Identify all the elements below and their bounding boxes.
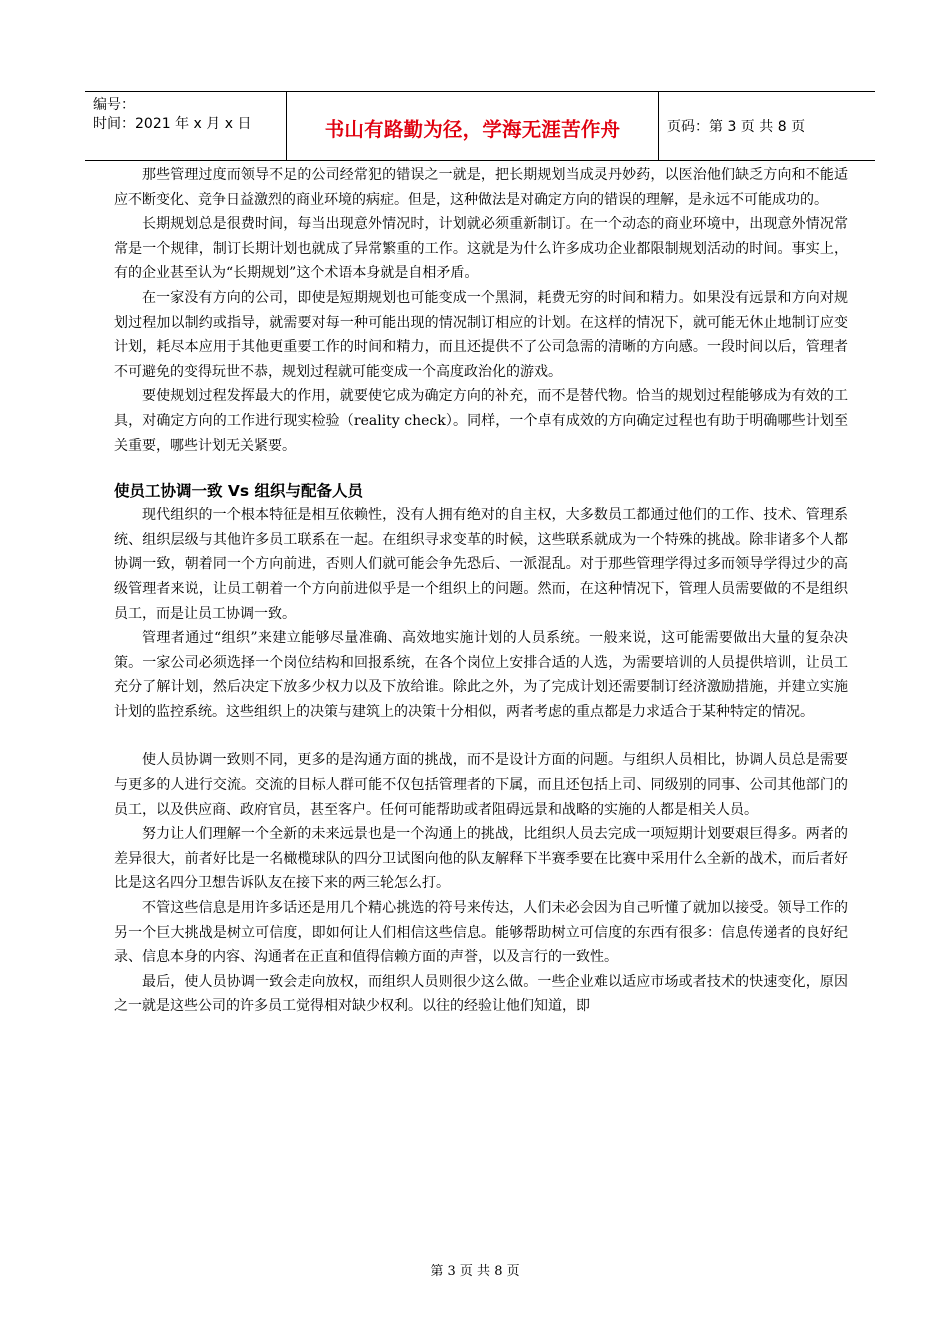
paragraph: 使人员协调一致则不同，更多的是沟通方面的挑战，而不是设计方面的问题。与组织人员相比，协调人员总是需要与更多的人进行交流。交流的目标人群可能不仅包括管理者的下属，而且还包括上司、同级别的同事、公司其他部门的员工，以及供应商、政府官员，甚至客户。任何可能帮助或者阻碍远景和战略的实施的人都是相关人员。 [114,752,848,818]
header-motto: 书山有路勤为径，学海无涯苦作舟 [287,92,659,160]
paragraph: 管理者通过“组织”来建立能够尽量准确、高效地实施计划的人员系统。一般来说，这可能需要做出大量的复杂决策。一家公司必须选择一个岗位结构和回报系统，在各个岗位上安排合适的人选，为需要培训的人员提供培训，让员工充分了解计划，然后决定下放多少权力以及下放给谁。除此之外，为了完成计划还需要制订经济激励措施，并建立实施计划的监控系统。这些组织上的决策与建筑上的决策十分相似，两者考虑的重点都是力求适合于某种特定的情况。 [114,630,848,720]
paragraph: 那些管理过度而领导不足的公司经常犯的错误之一就是，把长期规划当成灵丹妙药，以医治他们缺乏方向和不能适应不断变化、竞争日益激烈的商业环境的病症。但是，这种做法是对确定方向的错误的理解，是永远不可能成功的。 [114,167,848,208]
paragraph: 努力让人们理解一个全新的未来远景也是一个沟通上的挑战，比组织人员去完成一项短期计划要艰巨得多。两者的差异很大，前者好比是一名橄榄球队的四分卫试图向他的队友解释下半赛季要在比赛中采用什么全新的战术，而后者好比是这名四分卫想告诉队友在接下来的两三轮怎么打。 [114,826,848,892]
paragraph: 长期规划总是很费时间，每当出现意外情况时，计划就必须重新制订。在一个动态的商业环境中，出现意外情况常常是一个规律，制订长期计划也就成了异常繁重的工作。这就是为什么许多成功企业都限制规划活动的时间。事实上，有的企业甚至认为“长期规划”这个术语本身就是自相矛盾。 [114,216,848,282]
paragraph: 最后，使人员协调一致会走向放权，而组织人员则很少这么做。一些企业难以适应市场或者技术的快速变化，原因之一就是这些公司的许多员工觉得相对缺少权利。以往的经验让他们知道，即 [114,973,848,1015]
paragraph: 要使规划过程发挥最大的作用，就要使它成为确定方向的补充，而不是替代物。恰当的规划过程能够成为有效的工具，对确定方向的工作进行现实检验（reality check）。同样，一个卓有成效的方向确定过程也有助于明确哪些计划至关重要，哪些计划无关紧要。 [114,388,848,454]
paragraph: 在一家没有方向的公司，即使是短期规划也可能变成一个黑洞，耗费无穷的时间和精力。如果没有远景和方向对规划过程加以制约或指导，就需要对每一种可能出现的情况制订相应的计划。在这样的情况下，就可能无休止地制订应变计划，耗尽本应用于其他更重要工作的时间和精力，而且还提供不了公司急需的清晰的方向感。一段时间以后，管理者不可避免的变得玩世不恭，规划过程就可能变成一个高度政治化的游戏。 [114,289,848,380]
page-footer: 第 3 页 共 8 页 [430,1264,520,1279]
section-heading: 使员工协调一致 Vs 组织与配备人员 [114,482,364,501]
paragraph: 现代组织的一个根本特征是相互依赖性，没有人拥有绝对的自主权，大多数员工都通过他们的工作、技术、管理系统、组织层级与其他许多员工联系在一起。在组织寻求变革的时候，这些联系就成为一个特殊的挑战。除非诸多个人都协调一致，朝着同一个方向前进，否则人们就可能会争先恐后、一派混乱。对于那些管理学得过多而领导学得过少的高级管理者来说，让员工朝着一个方向前进似乎是一个组织上的问题。然而，在这种情况下，管理人员需要做的不是组织员工，而是让员工协调一致。 [114,507,848,622]
page-header [85,91,875,161]
header-meta [85,92,287,160]
document-body [114,163,848,1019]
serial-label: 编号： [93,97,135,113]
date-label: 时间：2021 年 x 月 x 日 [93,116,252,132]
header-page-number: 页码：第 3 页 共 8 页 [667,119,806,135]
paragraph-gap [114,724,848,748]
paragraph: 不管这些信息是用许多话还是用几个精心挑选的符号来传达，人们未必会因为自己听懂了就加以接受。领导工作的另一个巨大挑战是树立可信度，即如何让人们相信这些信息。能够帮助树立可信度的东西有很多：信息传递者的良好纪录、信息本身的内容、沟通者在正直和值得信赖方面的声誉，以及言行的一致性。 [114,900,848,966]
